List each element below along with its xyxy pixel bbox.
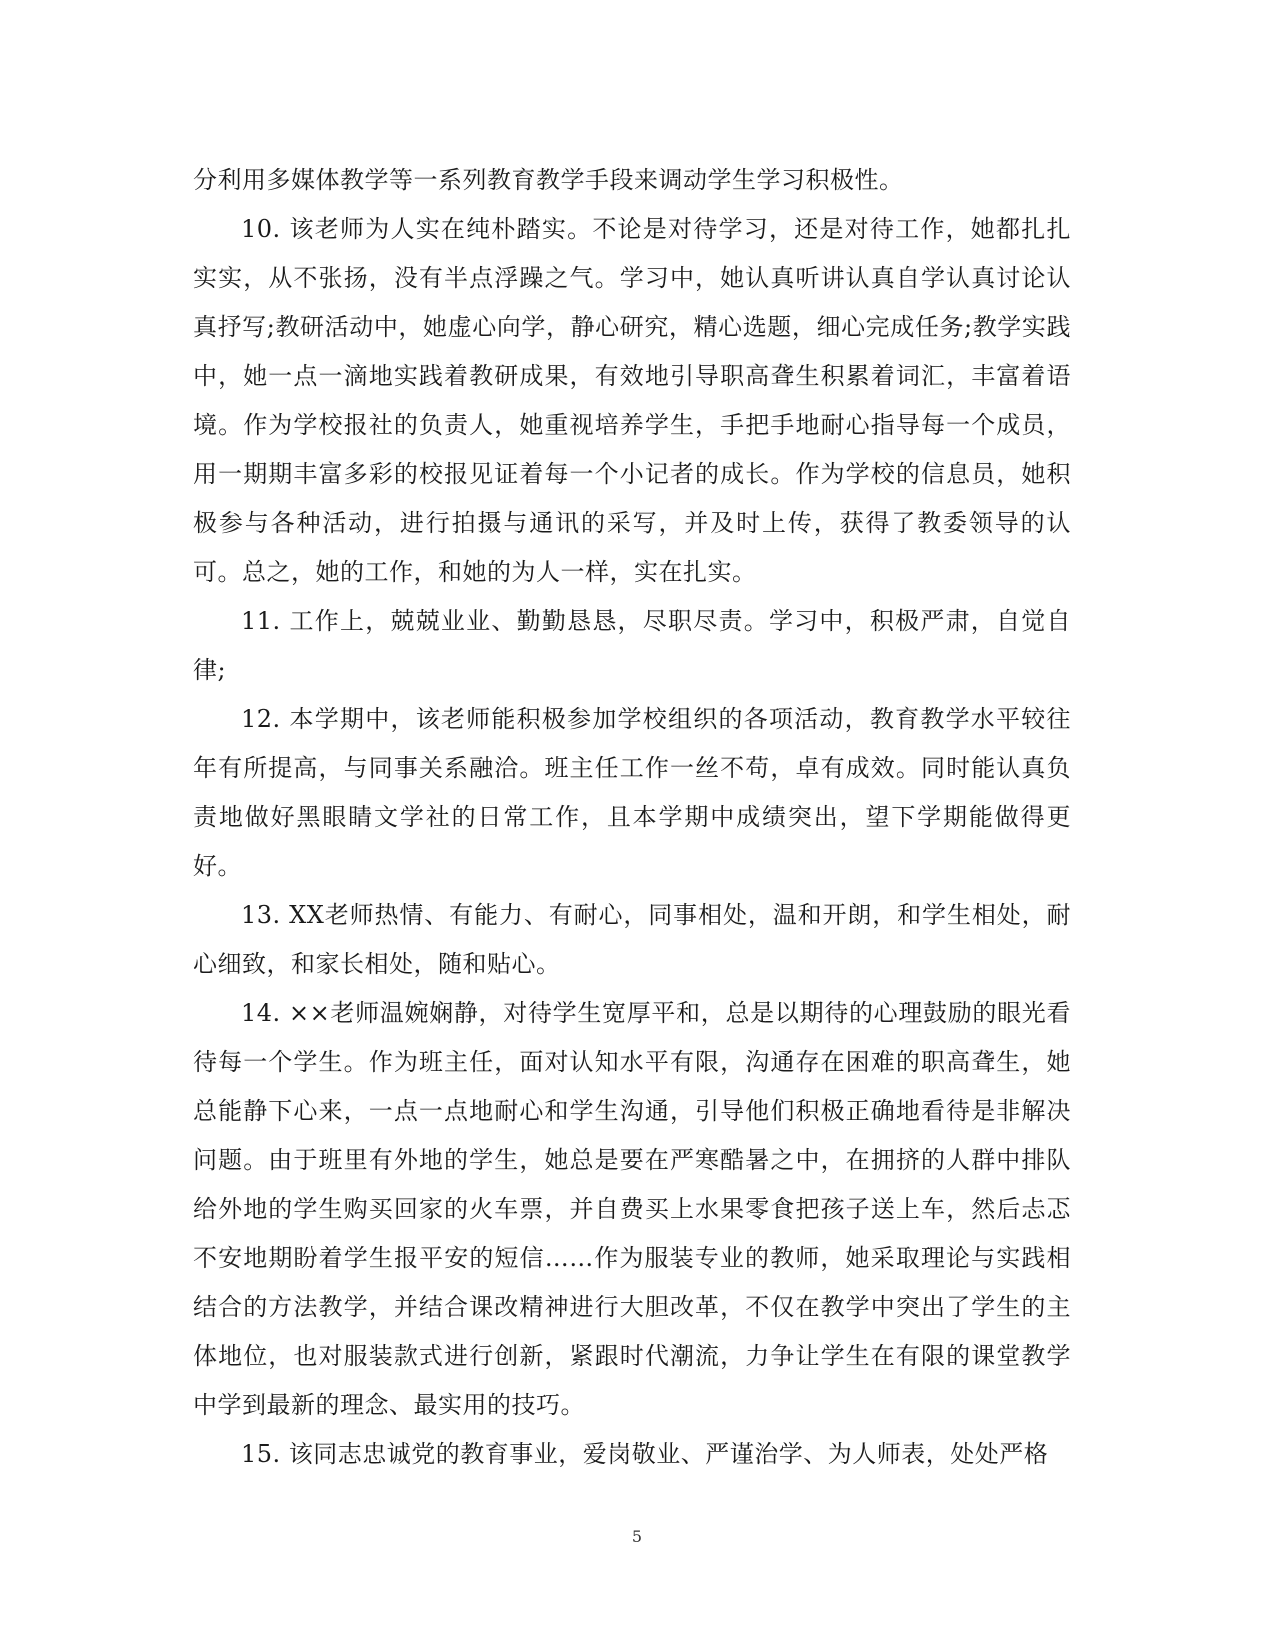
paragraph-continuation: 分利用多媒体教学等一系列教育教学手段来调动学生学习积极性。 <box>193 166 904 194</box>
paragraph-item-14: 14. ××老师温婉娴静，对待学生宽厚平和，总是以期待的心理鼓励的眼光看待每一个学生。作为班主任，面对认知水平有限，沟通存在困难的职高聋生，她总能静下心来，一点一点地耐心和学生沟通，引导他们积极正确地看待是非解决问题。由于班里有外地的学生，她总是要在严寒酷暑之中，在拥挤的人群中排队给外地的学生购买回家的火车票，并自费买上水果零食把孩子送上车，然后忐忑不安地期盼着学生报平安的短信……作为服装专业的教师，她采取理论与实践相结合的方法教学，并结合课改精神进行大胆改革，不仅在教学中突出了学生的主体地位，也对服装款式进行创新，紧跟时代潮流，力争让学生在有限的课堂教学中学到最新的理念、最实用的技巧。 <box>193 999 1071 1419</box>
paragraph-item-13: 13. XX老师热情、有能力、有耐心，同事相处，温和开朗，和学生相处，耐心细致，和家长相处，随和贴心。 <box>193 901 1071 978</box>
paragraph-item-12: 12. 本学期中，该老师能积极参加学校组织的各项活动，教育教学水平较往年有所提高，与同事关系融洽。班主任工作一丝不苟，卓有成效。同时能认真负责地做好黑眼睛文学社的日常工作，且本学期中成绩突出，望下学期能做得更好。 <box>193 705 1071 880</box>
paragraph-item-11: 11. 工作上，兢兢业业、勤勤恳恳，尽职尽责。学习中，积极严肃，自觉自律; <box>193 607 1071 684</box>
document-body <box>193 156 1071 1479</box>
page-number: 5 <box>631 1527 643 1546</box>
paragraph-item-15: 15. 该同志忠诚党的教育事业，爱岗敬业、严谨治学、为人师表，处处严格 <box>241 1440 1049 1468</box>
paragraph-item-10: 10. 该老师为人实在纯朴踏实。不论是对待学习，还是对待工作，她都扎扎实实，从不张扬，没有半点浮躁之气。学习中，她认真听讲认真自学认真讨论认真抒写;教研活动中，她虚心向学，静心研究，精心选题，细心完成任务;教学实践中，她一点一滴地实践着教研成果，有效地引导职高聋生积累着词汇，丰富着语境。作为学校报社的负责人，她重视培养学生，手把手地耐心指导每一个成员，用一期期丰富多彩的校报见证着每一个小记者的成长。作为学校的信息员，她积极参与各种活动，进行拍摄与通讯的采写，并及时上传，获得了教委领导的认可。总之，她的工作，和她的为人一样，实在扎实。 <box>193 215 1071 586</box>
